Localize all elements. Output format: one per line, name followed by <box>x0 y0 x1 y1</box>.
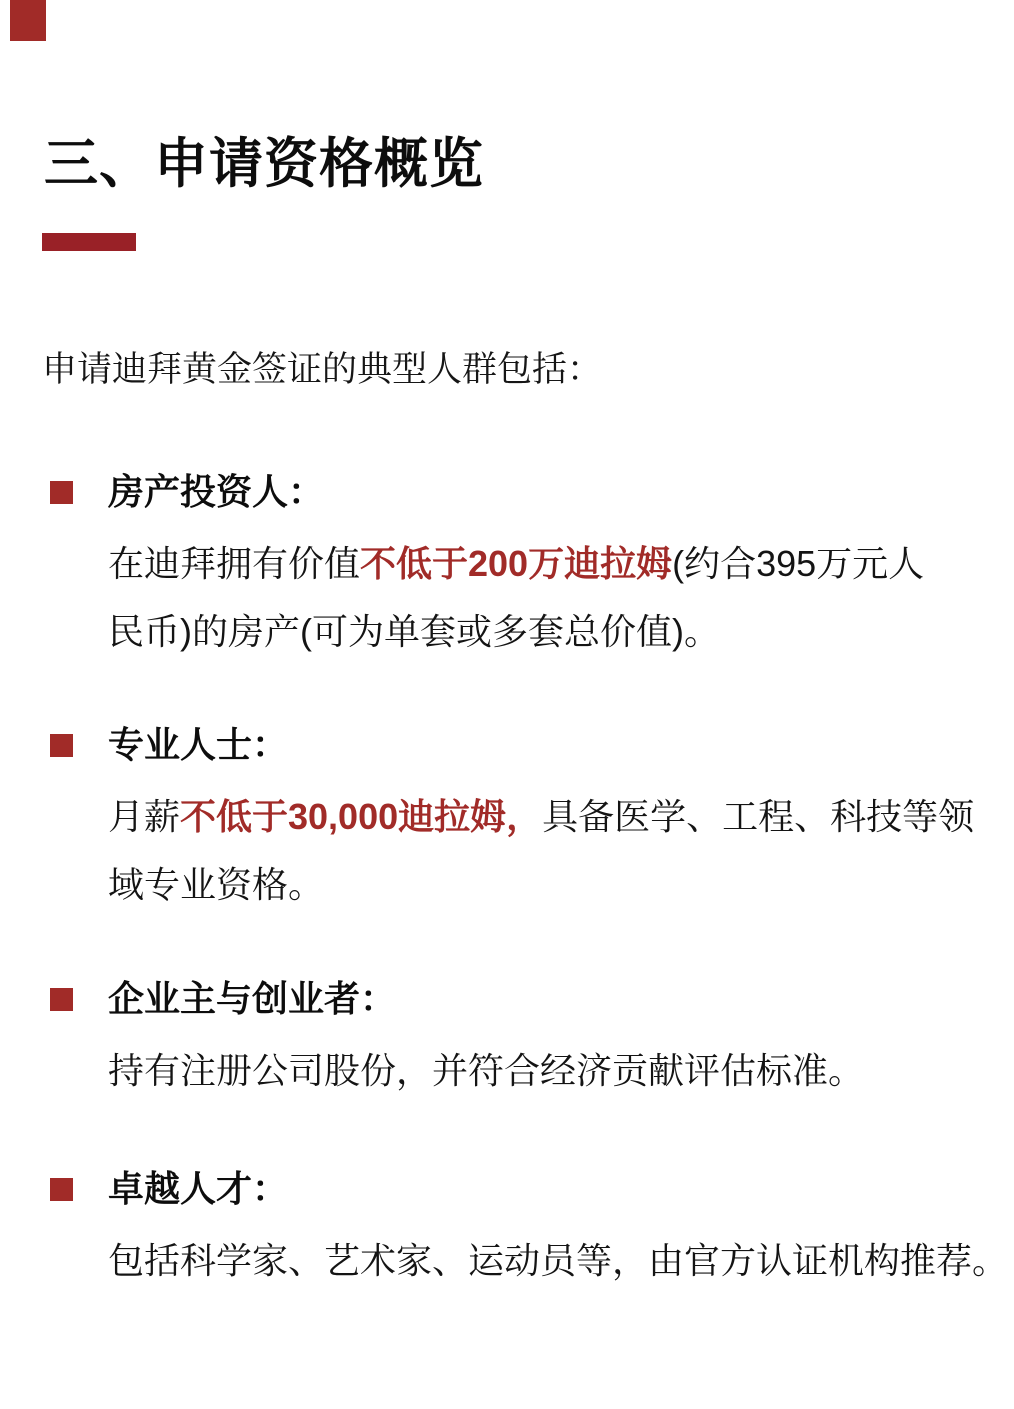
bullet-outstanding-talent <box>0 1165 1014 1295</box>
highlight-text: 不低于200万迪拉姆 <box>360 543 673 584</box>
bullet-property-investor <box>0 468 1014 666</box>
text-segment: (约合395万元人 <box>672 543 925 584</box>
text-segment: 在迪拜拥有价值 <box>108 543 361 584</box>
body-line <box>108 530 1014 598</box>
body-line <box>108 851 1014 919</box>
page-title: 三、申请资格概览 <box>44 134 484 194</box>
bullet-body <box>108 1227 1014 1295</box>
bullet-heading: 企业主与创业者： <box>108 978 397 1019</box>
bullet-square-icon <box>50 734 73 757</box>
text-segment: 域专业资格。 <box>108 864 325 905</box>
intro-text: 申请迪拜黄金签证的典型人群包括： <box>42 350 603 389</box>
bullet-square-icon <box>50 988 73 1011</box>
body-line <box>108 1037 1014 1105</box>
bullet-square-icon <box>50 1178 73 1201</box>
text-segment: 包括科学家、艺术家、运动员等，由官方认证机构推荐。 <box>108 1240 1009 1281</box>
bullet-body <box>108 530 1014 666</box>
bullet-business-owner <box>0 975 1014 1105</box>
body-line <box>108 598 1014 666</box>
text-segment: 具备医学、工程、科技等领 <box>542 796 975 837</box>
corner-red-square-icon <box>10 0 46 41</box>
bullet-head <box>50 1165 1014 1213</box>
bullet-head <box>50 975 1014 1023</box>
body-line <box>108 1227 1014 1295</box>
bullet-head <box>50 721 1014 769</box>
title-underline-bar <box>42 233 136 251</box>
bullet-body <box>108 1037 1014 1105</box>
text-segment: 民币)的房产(可为单套或多套总价值)。 <box>108 611 720 652</box>
bullet-heading: 卓越人才： <box>108 1168 289 1209</box>
bullet-square-icon <box>50 481 73 504</box>
bullet-head <box>50 468 1014 516</box>
body-line <box>108 783 1014 851</box>
bullet-heading: 房产投资人： <box>108 471 325 512</box>
text-segment: 月薪 <box>108 796 181 837</box>
bullet-heading: 专业人士： <box>108 724 289 765</box>
bullet-body <box>108 783 1014 919</box>
bullet-professional <box>0 721 1014 919</box>
highlight-text: 不低于30,000迪拉姆， <box>180 796 543 837</box>
text-segment: 持有注册公司股份，并符合经济贡献评估标准。 <box>108 1050 865 1091</box>
